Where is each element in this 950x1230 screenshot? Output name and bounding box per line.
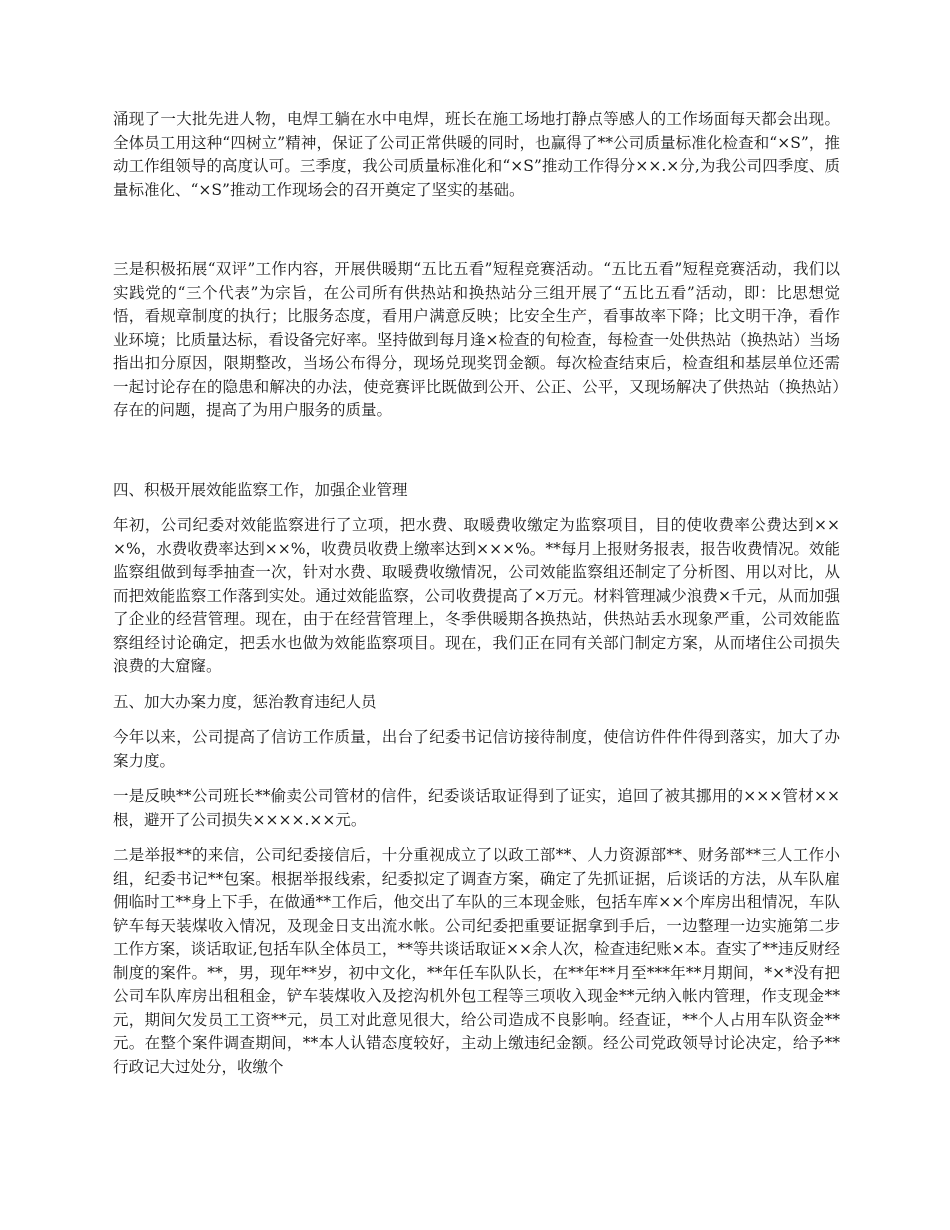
paragraph-3: 年初，公司纪委对效能监察进行了立项，把水费、取暖费收缴定为监察项目，目的使收费率公费达到×××%，水费收费率达到××%，收费员收费上缴率达到×××%。**每月上报财务报表，报告收费情况。效能监察组做到每季抽查一次，针对水费、取暖费收缴情况，公司效能监察组还制定了分析图、用以对比，从而把效能监察工作落到实处。通过效能监察，公司收费提高了×万元。材料管理减少浪费×千元，从而加强了企业的经营管理。现在，由于在经营管理上，冬季供暖期各换热站，供热站丢水现象严重，公司效能监察组经讨论确定，把丢水也做为效能监察项目。现在，我们正在同有关部门制定方案，从而堵住公司损失浪费的大窟窿。 <box>113 516 840 675</box>
paragraph-6: 二是举报**的来信，公司纪委接信后，十分重视成立了以政工部**、人力资源部**、财务部**三人工作小组，纪委书记**包案。根据举报线索，纪委拟定了调查方案，确定了先抓证据，后谈话的方法，从车队雇佣临时工**身上下手，在做通**工作后，他交出了车队的三本现金账，包括车库××个库房出租情况，车队铲车每天装煤收入情况，及现金日支出流水帐。公司纪委把重要证据拿到手后，一边整理一边实施第二步工作方案，谈话取证,包括车队全体员工，**等共谈话取证××余人次，检查违纪账×本。查实了**违反财经制度的案件。**，男，现年**岁，初中文化，**年任车队队长，在**年**月至***年**月期间，*×*没有把公司车队库房出租租金，铲车装煤收入及挖沟机外包工程等三项收入现金**元纳入帐内管理，作支现金**元，期间欠发员工工资**元，员工对此意见很大，给公司造成不良影响。经查证，**个人占用车队资金**元。在整个案件调查期间，**本人认错态度较好，主动上缴违纪金额。经公司党政领导讨论决定，给予**行政记大过处分，收缴个 <box>113 846 840 1076</box>
section-heading-4: 四、积极开展效能监察工作，加强企业管理 <box>113 480 408 499</box>
paragraph-gap <box>113 435 840 479</box>
section-heading-5: 五、加大办案力度，惩治教育违纪人员 <box>113 692 377 711</box>
paragraph-2: 三是积极拓展“双评”工作内容，开展供暖期“五比五看”短程竞赛活动。“五比五看”短程竞赛活动，我们以实践党的“三个代表”为宗旨，在公司所有供热站和换热站分三组开展了“五比五看”活动，即：比思想觉悟，看规章制度的执行；比服务态度，看用户满意反映；比安全生产，看事故率下降；比文明干净，看作业环境；比质量达标，看设备完好率。坚持做到每月逢×检查的旬检查，每检查一处供热站（换热站）当场指出扣分原因，限期整改，当场公布得分，现场兑现奖罚金额。每次检查结束后，检查组和基层单位还需一起讨论存在的隐患和解决的办法，使竞赛评比既做到公开、公正、公平，又现场解决了供热站（换热站）存在的问题，提高了为用户服务的质量。 <box>113 260 840 419</box>
paragraph-5: 一是反映**公司班长**偷卖公司管材的信件，纪委谈话取证得到了证实，追回了被其挪用的×××管材××根，避开了公司损失××××.××元。 <box>113 787 840 829</box>
document-page <box>113 108 840 1091</box>
paragraph-gap <box>113 214 840 258</box>
paragraph-4: 今年以来，公司提高了信访工作质量，出台了纪委书记信访接待制度，使信访件件件得到落实，加大了办案力度。 <box>113 728 840 770</box>
paragraph-1: 涌现了一大批先进人物，电焊工躺在水中电焊，班长在施工场地打静点等感人的工作场面每天都会出现。全体员工用这种“四树立”精神，保证了公司正常供暖的同时，也赢得了**公司质量标准化检查和“×S”，推动工作组领导的高度认可。三季度，我公司质量标准化和“×S”推动工作得分××.×分,为我公司四季度、质量标准化、“×S”推动工作现场会的召开奠定了坚实的基础。 <box>113 110 840 199</box>
